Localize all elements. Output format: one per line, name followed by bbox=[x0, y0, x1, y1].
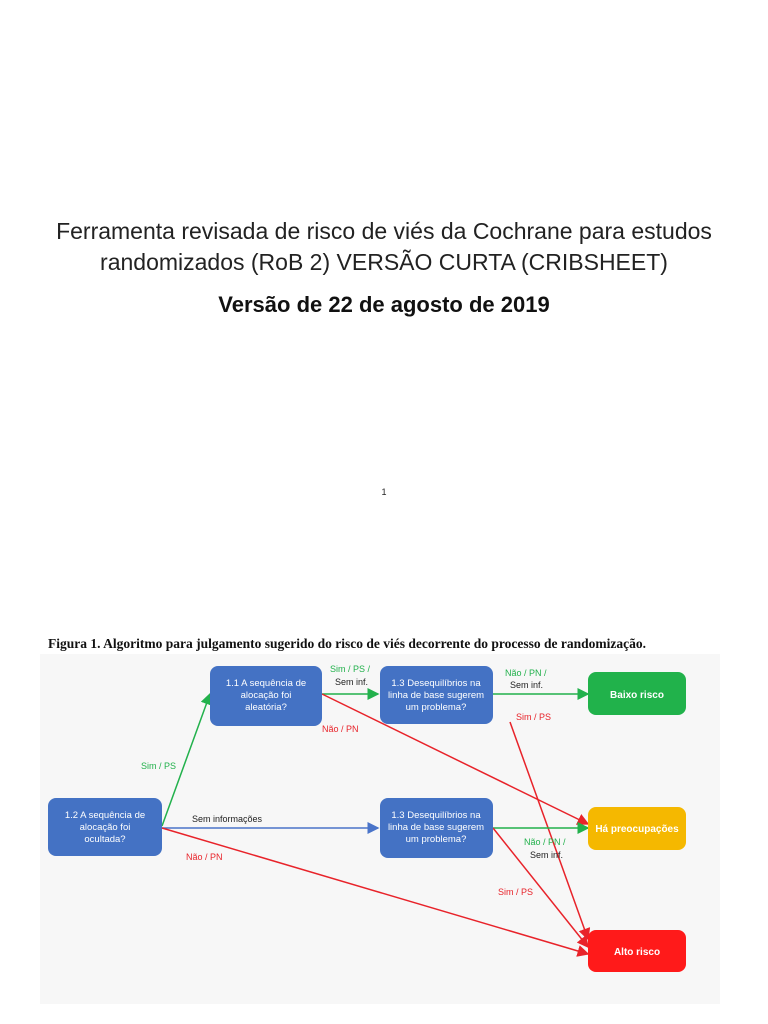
svg-text:ocultada?: ocultada? bbox=[84, 834, 126, 845]
edge-label: Sim / PS bbox=[498, 887, 534, 897]
edge-label: Sem inf. bbox=[335, 677, 369, 687]
edge-label: Não / PN / bbox=[524, 837, 566, 847]
svg-text:alocação foi: alocação foi bbox=[240, 690, 292, 701]
edge-label: Sem inf. bbox=[510, 680, 544, 690]
edge-label: Sim / PS bbox=[516, 712, 552, 722]
svg-text:linha de base sugerem: linha de base sugerem bbox=[387, 690, 485, 701]
node-some-concerns bbox=[588, 807, 686, 850]
edge-label: Sim / PS / bbox=[330, 664, 371, 674]
edge-q12-to-q11 bbox=[162, 694, 210, 826]
document-title bbox=[0, 216, 768, 278]
svg-text:alocação foi: alocação foi bbox=[79, 822, 131, 833]
node-high-risk bbox=[588, 930, 686, 972]
node-q11 bbox=[210, 666, 322, 726]
node-q13-mid bbox=[380, 798, 493, 858]
svg-text:Baixo risco: Baixo risco bbox=[610, 690, 664, 701]
flowchart bbox=[40, 654, 720, 1004]
flowchart-svg bbox=[40, 654, 720, 1004]
edge-label: Sim / PS bbox=[141, 761, 177, 771]
svg-text:1.3 Desequilíbrios na: 1.3 Desequilíbrios na bbox=[391, 810, 481, 821]
version-date: Versão de 22 de agosto de 2019 bbox=[218, 292, 550, 317]
edge-label: Não / PN / bbox=[505, 668, 547, 678]
svg-text:1.1 A sequência de: 1.1 A sequência de bbox=[225, 678, 307, 689]
figure-caption: Figura 1. Algoritmo para julgamento sugerido do risco de viés decorrente do processo de randomização. bbox=[48, 636, 646, 651]
title-line-1: Ferramenta revisada de risco de viés da Cochrane para estudos bbox=[56, 218, 712, 244]
edge-q13-top-to-high bbox=[510, 722, 588, 939]
svg-text:linha de base sugerem: linha de base sugerem bbox=[387, 822, 485, 833]
svg-text:Há preocupações: Há preocupações bbox=[595, 824, 679, 835]
svg-text:Alto risco: Alto risco bbox=[613, 947, 661, 958]
title-line-2: randomizados (RoB 2) VERSÃO CURTA (CRIBSHEET) bbox=[100, 249, 668, 275]
node-q13-top bbox=[380, 666, 493, 724]
svg-text:um problema?: um problema? bbox=[405, 834, 467, 845]
edge-label: Não / PN bbox=[322, 724, 359, 734]
edge-label: Não / PN bbox=[186, 852, 223, 862]
svg-text:um problema?: um problema? bbox=[405, 702, 467, 713]
node-low-risk bbox=[588, 672, 686, 715]
page-number: 1 bbox=[381, 487, 387, 497]
edge-label: Sem informações bbox=[192, 814, 263, 824]
svg-text:1.2 A sequência de: 1.2 A sequência de bbox=[64, 810, 146, 821]
svg-text:1.3 Desequilíbrios na: 1.3 Desequilíbrios na bbox=[391, 678, 481, 689]
svg-text:aleatória?: aleatória? bbox=[245, 702, 287, 713]
node-q12 bbox=[48, 798, 162, 856]
edge-label: Sem inf. bbox=[530, 850, 564, 860]
